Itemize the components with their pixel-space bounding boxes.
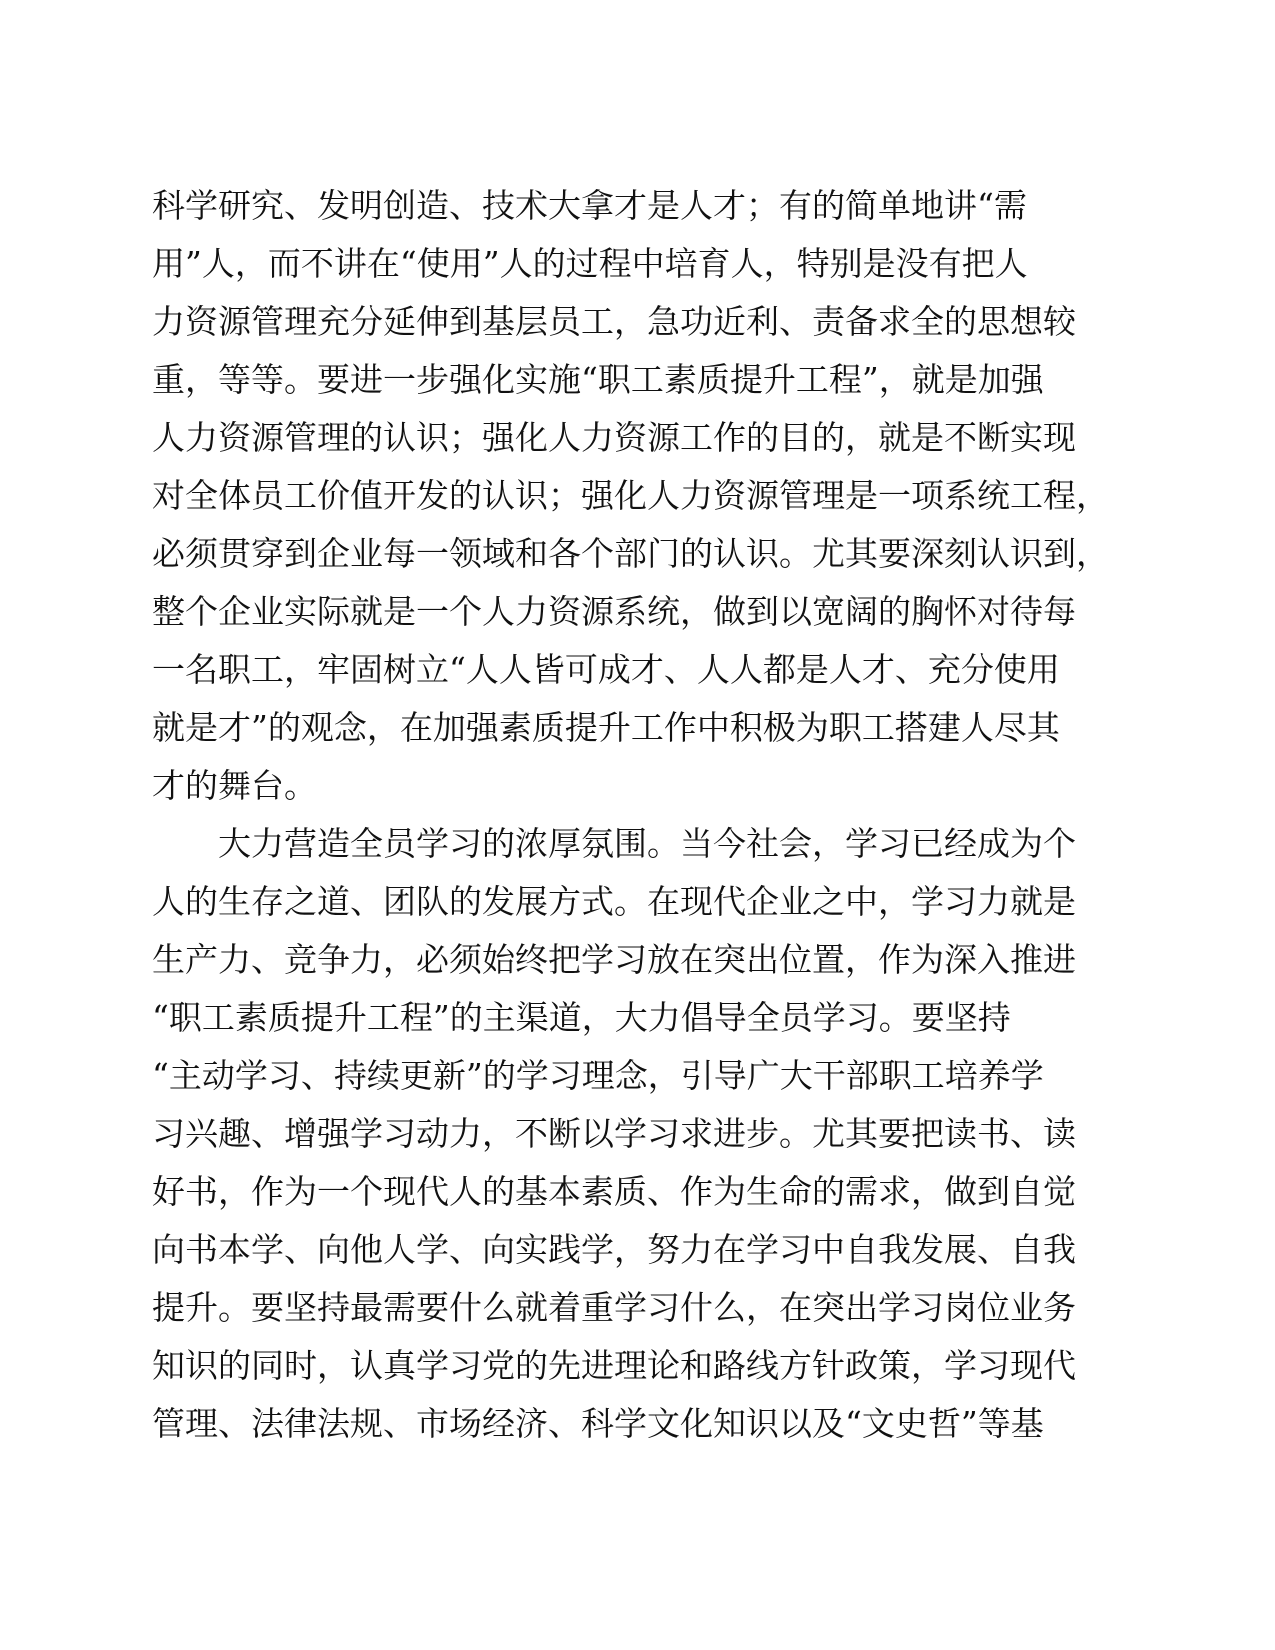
text-line: 才的舞台。	[152, 766, 317, 805]
text-line: 知识的同时，认真学习党的先进理论和路线方针政策，学习现代	[152, 1346, 1076, 1385]
text-line: 科学研究、发明创造、技术大拿才是人才；有的简单地讲“需	[152, 186, 1027, 225]
text-line: 好书，作为一个现代人的基本素质、作为生命的需求，做到自觉	[152, 1172, 1076, 1211]
text-line: 就是才”的观念，在加强素质提升工作中积极为职工搭建人尽其	[152, 708, 1060, 747]
text-line: 管理、法律法规、市场经济、科学文化知识以及“文史哲”等基	[152, 1404, 1044, 1443]
text-line: “职工素质提升工程”的主渠道，大力倡导全员学习。要坚持	[152, 998, 1011, 1037]
text-line: 重，等等。要进一步强化实施“职工素质提升工程”，就是加强	[152, 360, 1044, 399]
text-line: 提升。要坚持最需要什么就着重学习什么，在突出学习岗位业务	[152, 1288, 1076, 1327]
text-line: 习兴趣、增强学习动力，不断以学习求进步。尤其要把读书、读	[152, 1114, 1076, 1153]
text-line: 整个企业实际就是一个人力资源系统，做到以宽阔的胸怀对待每	[152, 592, 1076, 631]
text-line: 一名职工，牢固树立“人人皆可成才、人人都是人才、充分使用	[152, 650, 1060, 689]
text-line: 力资源管理充分延伸到基层员工，急功近利、责备求全的思想较	[152, 302, 1076, 341]
text-line: 生产力、竞争力，必须始终把学习放在突出位置，作为深入推进	[152, 940, 1076, 979]
text-line: 向书本学、向他人学、向实践学，努力在学习中自我发展、自我	[152, 1230, 1076, 1269]
text-line: 人力资源管理的认识；强化人力资源工作的目的，就是不断实现	[152, 418, 1076, 457]
text-line: 用”人，而不讲在“使用”人的过程中培育人，特别是没有把人	[152, 244, 1028, 283]
text-line: 对全体员工价值开发的认识；强化人力资源管理是一项系统工程，	[152, 476, 1109, 515]
paragraph-first-line: 大力营造全员学习的浓厚氛围。当今社会，学习已经成为个	[218, 824, 1076, 863]
text-line: “主动学习、持续更新”的学习理念，引导广大干部职工培养学	[152, 1056, 1044, 1095]
document-body	[152, 177, 1109, 1453]
text-line: 人的生存之道、团队的发展方式。在现代企业之中，学习力就是	[152, 882, 1076, 921]
text-line: 必须贯穿到企业每一领域和各个部门的认识。尤其要深刻认识到，	[152, 534, 1109, 573]
